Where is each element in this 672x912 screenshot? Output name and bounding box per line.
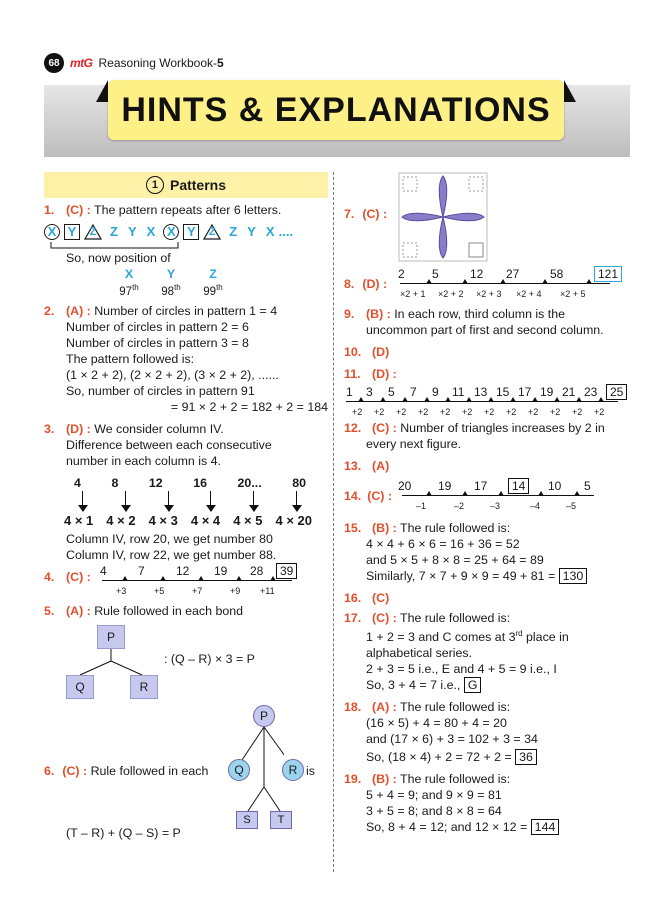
bond-node-p: P — [97, 625, 125, 649]
position-item — [198, 268, 228, 299]
sequence-diff: ×2 + 2 — [438, 289, 464, 299]
position-suffix: th — [132, 283, 139, 292]
question-15 — [344, 520, 632, 536]
question-number: 15. — [344, 521, 362, 535]
sequence-marker — [466, 397, 472, 402]
sequence-diff: +2 — [594, 407, 605, 417]
number-sequence — [398, 266, 624, 306]
answer-key: (D) : — [372, 367, 397, 381]
tree-formula: (T – R) + (Q – S) = P — [66, 825, 181, 840]
sequence-diff: ×2 + 1 — [400, 289, 426, 299]
sequence-line — [102, 580, 292, 581]
sequence-marker — [424, 397, 430, 402]
sequence-diff: +2 — [550, 407, 561, 417]
explanation-line: So, number of circles in pattern 91 — [66, 383, 255, 398]
column-number: 20... — [237, 475, 262, 490]
explanation-text: We consider column IV. — [94, 421, 224, 436]
sequence-marker — [462, 279, 468, 284]
sequence-term: 12 — [470, 267, 484, 281]
down-arrow-icon — [121, 491, 131, 513]
question-13 — [344, 458, 632, 474]
sequence-term: 13 — [474, 385, 488, 399]
answer-key: (B) : — [366, 307, 391, 321]
banner — [108, 80, 564, 140]
question-14-label — [344, 488, 392, 504]
sequence-marker — [500, 279, 506, 284]
banner-fold-left — [96, 80, 108, 102]
question-number: 1. — [44, 203, 55, 217]
column-number: 16 — [193, 475, 207, 490]
sequence-term: 4 — [100, 563, 107, 578]
sequence-marker — [122, 576, 128, 581]
explanation-text-end: is — [306, 763, 315, 778]
question-6-text — [44, 763, 228, 779]
position-value — [156, 281, 186, 299]
tree-node-p: P — [253, 705, 275, 727]
answer-figure — [398, 172, 488, 262]
sequence-term: 23 — [584, 385, 598, 399]
bond-node-r: R — [130, 675, 158, 699]
explanation-line: and 5 × 5 + 8 × 8 = 25 + 64 = 89 — [366, 553, 544, 567]
sequence-diff: +11 — [260, 585, 275, 596]
column-arrows — [44, 491, 328, 513]
sequence-marker — [538, 491, 544, 496]
down-arrow-icon — [164, 491, 174, 513]
sequence-diff: –4 — [530, 501, 541, 511]
sequence-diff: ×2 + 5 — [560, 289, 586, 299]
question-14 — [344, 478, 632, 518]
explanation-text: The rule followed is: — [400, 521, 511, 535]
banner-fold-right — [564, 80, 576, 102]
answer-key: (C) : — [372, 611, 397, 625]
sequence-diff: –1 — [416, 501, 427, 511]
sequence-term: 15 — [496, 385, 510, 399]
question-number: 9. — [344, 307, 355, 321]
question-number: 14. — [344, 489, 362, 503]
question-19 — [344, 771, 632, 787]
sequence-marker — [358, 397, 364, 402]
sequence-term: 1 — [346, 385, 353, 399]
column-number: 12 — [148, 475, 163, 490]
letter-pattern — [44, 224, 328, 240]
sequence-marker — [426, 491, 432, 496]
position-suffix: th — [216, 283, 223, 292]
question-number: 6. — [44, 763, 55, 778]
column-product: 4 × 2 — [106, 512, 136, 528]
answer-key: (A) : — [372, 700, 397, 715]
page-header — [44, 54, 224, 72]
question-number: 8. — [344, 277, 355, 291]
question-number: 10. — [344, 345, 362, 359]
book-title — [99, 56, 224, 70]
sequence-diff: +2 — [418, 407, 429, 417]
sequence-marker — [586, 279, 592, 284]
explanation-line — [344, 568, 632, 584]
position-letter: X — [124, 267, 134, 281]
boxed-answer: G — [464, 677, 482, 693]
answer-key: (D) — [372, 345, 390, 359]
answer-key: (A) : — [66, 303, 91, 318]
explanation-text: The rule followed is: — [400, 700, 511, 715]
sequence-term: 17 — [474, 479, 488, 493]
explanation-line: 5 + 4 = 9; and 9 × 9 = 81 — [366, 788, 502, 803]
number-sequence-q11 — [344, 384, 632, 420]
down-arrow-icon — [292, 491, 302, 513]
answer-key: (C) : — [66, 203, 91, 217]
sequence-term: 19 — [540, 385, 554, 399]
bond-node-q: Q — [66, 675, 94, 699]
sequence-marker — [488, 397, 494, 402]
sequence-diff: +2 — [484, 407, 495, 417]
sequence-diff: ×2 + 4 — [516, 289, 542, 299]
sequence-marker — [380, 397, 386, 402]
column-product: 4 × 5 — [233, 512, 263, 528]
explanation-text: So, 8 + 4 = 12; and 12 × 12 = — [366, 820, 528, 835]
sequence-term: 5 — [388, 385, 395, 399]
position-num: 98 — [161, 285, 175, 298]
question-18 — [344, 699, 632, 715]
position-item — [156, 268, 186, 299]
letter-plain: X — [265, 224, 275, 239]
section-heading — [44, 172, 328, 198]
answer-key: (A) : — [66, 603, 91, 618]
column-product: 4 × 4 — [190, 512, 221, 528]
sequence-marker — [198, 576, 204, 581]
sequence-diff: –2 — [454, 501, 465, 511]
sequence-marker — [542, 279, 548, 284]
explanation-text: place in — [522, 630, 569, 645]
question-9 — [344, 306, 632, 322]
sequence-marker — [236, 576, 242, 581]
explanation-text: Number of triangles increases by 2 in — [400, 421, 605, 435]
column-divider — [333, 172, 334, 872]
position-value — [198, 281, 228, 299]
explanation-line: Difference between each consecutive — [66, 437, 272, 452]
letter-square: Y — [64, 224, 80, 240]
answer-key: (C) : — [372, 421, 397, 435]
sequence-term: 12 — [176, 563, 190, 578]
tree-node-r: R — [282, 759, 304, 781]
explanation-text: Rule followed in each — [90, 763, 209, 778]
letter-ellipsis: .... — [278, 224, 294, 239]
explanation-text: Rule followed in each bond — [94, 603, 244, 618]
sequence-term: 19 — [438, 479, 452, 493]
question-number: 11. — [344, 367, 361, 381]
question-10 — [344, 344, 632, 360]
explanation-line: Column IV, row 22, we get number 88. — [66, 547, 277, 562]
explanation-line — [344, 749, 632, 765]
book-title-text: Reasoning Workbook- — [98, 56, 218, 70]
sequence-marker — [510, 397, 516, 402]
letter-circle: X — [44, 224, 60, 240]
letter-triangle-text: Z — [208, 226, 216, 238]
sequence-marker — [445, 397, 451, 402]
page-number: 68 — [44, 53, 64, 73]
sequence-answer: 14 — [508, 478, 529, 494]
sequence-answer: 121 — [594, 266, 622, 282]
sequence-marker — [270, 576, 276, 581]
explanation-line: = 91 × 2 + 2 = 182 + 2 = 184 — [170, 399, 328, 414]
section-title: Patterns — [169, 177, 227, 193]
sequence-answer: 25 — [606, 384, 627, 400]
number-sequence — [398, 478, 598, 518]
explanation-line — [344, 626, 632, 645]
position-suffix: th — [174, 283, 181, 292]
answer-key: (C) : — [66, 569, 91, 584]
explanation-text: In each row, third column is the — [394, 307, 566, 321]
question-number: 7. — [344, 207, 355, 221]
sequence-term: 7 — [410, 385, 417, 399]
question-16 — [344, 590, 632, 606]
sequence-marker — [574, 491, 580, 496]
letter-triangle — [203, 224, 221, 240]
book-number: 5 — [217, 56, 224, 70]
answer-key: (A) — [372, 459, 390, 473]
letter-plain: Y — [247, 224, 256, 239]
column-product: 4 × 20 — [275, 512, 312, 528]
explanation-text: Number of circles in pattern 1 = 4 — [94, 303, 278, 318]
answer-key: (C) : — [367, 489, 393, 503]
letter-positions — [44, 268, 328, 299]
sequence-term: 28 — [250, 563, 264, 578]
tree-node-s: S — [236, 811, 258, 829]
letter-square: Y — [183, 224, 199, 240]
question-number: 16. — [344, 591, 362, 605]
answer-key: (D) : — [362, 277, 388, 291]
letter-triangle-text: Z — [89, 226, 97, 238]
sequence-term: 27 — [506, 267, 520, 281]
ordinal-suffix: rd — [515, 629, 523, 638]
sequence-diff: +7 — [192, 585, 203, 596]
sequence-diff: +2 — [462, 407, 473, 417]
sequence-diff: +2 — [506, 407, 517, 417]
answer-key: (B) : — [372, 772, 397, 787]
question-number: 4. — [44, 569, 55, 584]
question-5 — [44, 603, 328, 619]
explanation-line: Number of circles in pattern 2 = 6 — [66, 319, 249, 334]
tree-node-t: T — [270, 811, 292, 829]
question-number: 5. — [44, 603, 55, 618]
number-sequence — [100, 563, 296, 597]
sequence-diff: +2 — [396, 407, 407, 417]
position-num: 99 — [203, 285, 217, 298]
explanation-line: and (17 × 6) + 3 = 102 + 3 = 34 — [366, 732, 538, 747]
question-17 — [344, 610, 632, 626]
sequence-diff: +2 — [572, 407, 583, 417]
repeat-bracket — [50, 242, 250, 250]
right-column — [344, 172, 632, 835]
explanation-text: So, 3 + 4 = 7 i.e., — [366, 678, 461, 693]
brand-logo: mtG — [70, 56, 93, 70]
question-6 — [44, 701, 328, 841]
column-number: 8 — [111, 475, 119, 490]
sequence-diff: –3 — [490, 501, 501, 511]
banner-title: HINTS & EXPLANATIONS — [121, 90, 551, 129]
sequence-term: 2 — [398, 267, 405, 281]
sequence-diff: +9 — [230, 585, 241, 596]
question-11 — [344, 366, 632, 382]
column-products — [44, 513, 328, 529]
answer-key: (D) : — [66, 421, 91, 436]
sequence-term: 9 — [432, 385, 439, 399]
question-number: 12. — [344, 421, 362, 435]
explanation-line — [344, 819, 632, 835]
sequence-term: 11 — [452, 385, 465, 399]
letter-plain: Z — [229, 224, 238, 239]
question-2 — [44, 303, 328, 319]
left-column — [44, 172, 328, 841]
explanation-line: The pattern followed is: — [66, 351, 195, 366]
question-1 — [44, 202, 328, 218]
sequence-diff: +3 — [116, 585, 127, 596]
explanation-text: 1 + 2 = 3 and C comes at 3 — [366, 630, 516, 645]
explanation-line: alphabetical series. — [366, 646, 473, 661]
answer-key: (C) : — [362, 207, 388, 221]
explanation-line: every next figure. — [366, 437, 462, 451]
section-number: 1 — [146, 176, 164, 194]
question-4 — [44, 563, 328, 603]
sequence-term: 5 — [584, 479, 591, 493]
answer-key: (C) — [372, 591, 390, 605]
boxed-answer: 144 — [531, 819, 560, 835]
letter-plain: Z — [110, 224, 118, 239]
position-num: 97 — [119, 285, 133, 298]
explanation-line: 4 × 4 + 6 × 6 = 16 + 36 = 52 — [366, 537, 520, 551]
bond-diagram — [44, 619, 328, 701]
column-numbers — [44, 475, 328, 491]
explanation-text: The rule followed is: — [400, 772, 511, 787]
sequence-term: 7 — [138, 563, 145, 578]
column-product: 4 × 1 — [64, 512, 94, 528]
sequence-diff: +2 — [440, 407, 451, 417]
explanation-line: number in each column is 4. — [66, 453, 221, 468]
column-number: 4 — [74, 475, 81, 490]
sequence-marker — [576, 397, 582, 402]
sequence-term: 58 — [550, 267, 564, 281]
sequence-marker — [532, 397, 538, 402]
question-8 — [344, 266, 632, 308]
question-3 — [44, 421, 328, 437]
boxed-answer: 130 — [559, 568, 588, 584]
explanation-line: So, now position of — [66, 251, 171, 265]
down-arrow-icon — [206, 491, 216, 513]
letter-triangle — [84, 224, 102, 240]
explanation-text: The pattern repeats after 6 letters. — [94, 203, 282, 217]
down-arrow-icon — [249, 491, 259, 513]
down-arrow-icon — [78, 491, 88, 513]
sequence-marker — [498, 491, 504, 496]
explanation-text: So, (18 × 4) + 2 = 72 + 2 = — [366, 750, 512, 765]
boxed-answer: 36 — [515, 749, 537, 765]
question-8-label — [344, 276, 387, 292]
explanation-line: (16 × 5) + 4 = 80 + 4 = 20 — [366, 716, 507, 731]
tree-node-q: Q — [228, 759, 250, 781]
sequence-diff: ×2 + 3 — [476, 289, 502, 299]
answer-key: (C) : — [62, 763, 88, 778]
explanation-line: 2 + 3 = 5 i.e., E and 4 + 5 = 9 i.e., I — [366, 662, 557, 677]
explanation-line: Number of circles in pattern 3 = 8 — [66, 335, 249, 350]
sequence-marker — [598, 397, 604, 402]
question-number: 18. — [344, 700, 362, 715]
question-number: 17. — [344, 611, 362, 625]
letter-plain: X — [146, 224, 156, 239]
sequence-marker — [160, 576, 166, 581]
answer-key: (B) : — [372, 521, 397, 535]
question-7 — [344, 172, 632, 264]
sequence-diff: –5 — [566, 501, 577, 511]
sequence-term: 3 — [366, 385, 373, 399]
column-product: 4 × 3 — [148, 512, 178, 528]
position-value — [114, 281, 144, 299]
sequence-marker — [402, 397, 408, 402]
letter-plain: Y — [127, 224, 137, 239]
explanation-line — [344, 677, 632, 693]
sequence-diff: +5 — [154, 585, 165, 596]
question-number: 19. — [344, 772, 362, 787]
letter-circle: X — [163, 224, 179, 240]
sequence-term: 5 — [432, 267, 439, 281]
explanation-text: The rule followed is: — [400, 611, 511, 625]
question-number: 2. — [44, 303, 55, 318]
bond-formula: : (Q – R) × 3 = P — [164, 651, 255, 666]
question-number: 3. — [44, 421, 55, 436]
sequence-marker — [462, 491, 468, 496]
question-7-label — [344, 206, 387, 222]
position-letter: Y — [166, 267, 176, 281]
column-number: 80 — [292, 475, 306, 490]
explanation-line: 3 + 5 = 8; and 8 × 8 = 64 — [366, 804, 502, 819]
sequence-marker — [554, 397, 560, 402]
sequence-term: 19 — [214, 563, 228, 578]
question-12 — [344, 420, 632, 436]
sequence-term: 20 — [398, 479, 412, 493]
sequence-diff: +2 — [374, 407, 385, 417]
explanation-line: (1 × 2 + 2), (2 × 2 + 2), (3 × 2 + 2), ...... — [66, 367, 279, 382]
question-number: 13. — [344, 459, 362, 473]
sequence-diff: +2 — [352, 407, 363, 417]
explanation-line: Column IV, row 20, we get number 80 — [66, 531, 273, 546]
explanation-line: uncommon part of first and second column. — [366, 323, 604, 337]
sequence-term: 21 — [562, 385, 576, 399]
sequence-answer: 39 — [276, 563, 297, 579]
position-letter: Z — [209, 267, 217, 281]
sequence-term: 10 — [548, 479, 562, 493]
sequence-diff: +2 — [528, 407, 539, 417]
sequence-term: 17 — [518, 385, 532, 399]
explanation-text: Similarly, 7 × 7 + 9 × 9 = 49 + 81 = — [366, 569, 556, 583]
position-item — [114, 268, 144, 299]
sequence-marker — [426, 279, 432, 284]
